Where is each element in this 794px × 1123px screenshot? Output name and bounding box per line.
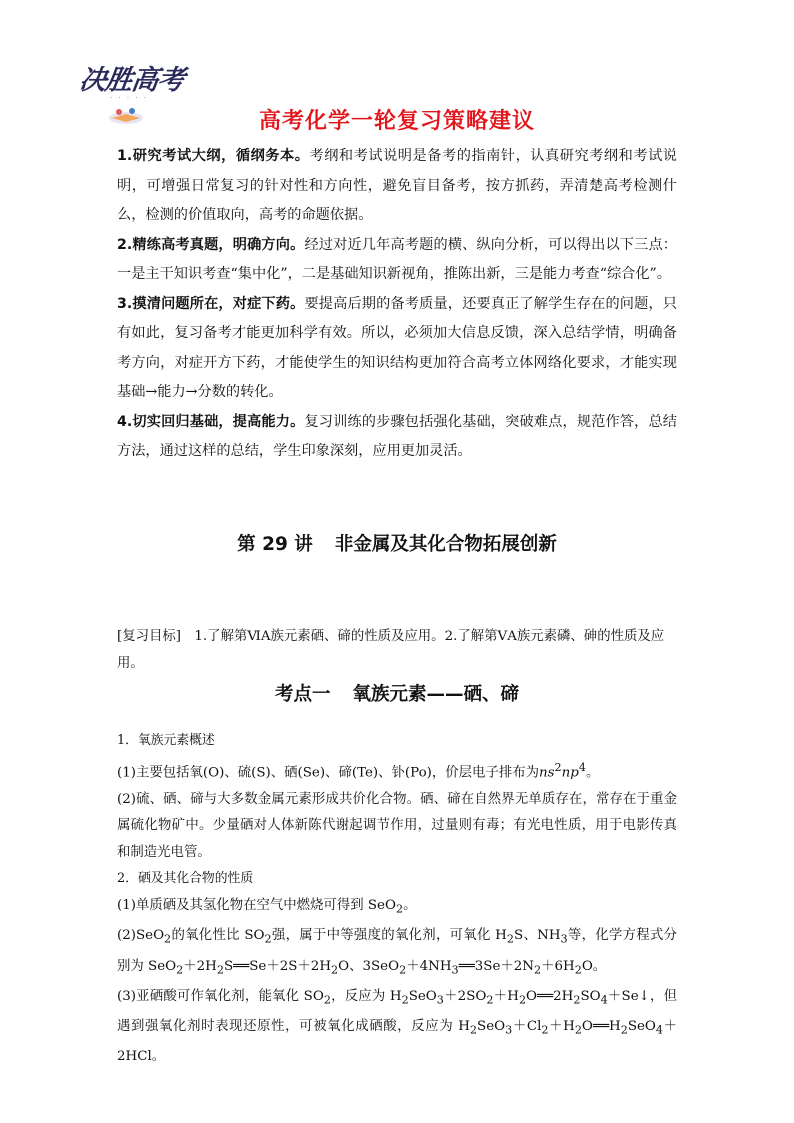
subscript: 2 xyxy=(401,993,409,1007)
text: SeO xyxy=(408,988,437,1004)
text: S、NH xyxy=(513,928,561,944)
goals-text: 1.了解第ⅥA族元素硒、碲的性质及应用。2.了解第ⅤA族元素磷、砷的性质及应用。 xyxy=(117,629,665,671)
strategy-item-head: 2.精练高考真题，明确方向。 xyxy=(117,236,305,253)
text: ＋2SO xyxy=(443,988,487,1004)
text: ＋H xyxy=(548,1019,575,1035)
subscript: 2 xyxy=(216,963,224,977)
text: (1)主要包括氧(O)、硫(S)、硒(Se)、碲(Te)、钋(Po)，价层电子排布为 xyxy=(117,765,540,781)
text: S══Se＋2S＋2H xyxy=(223,958,332,974)
subscript: 3 xyxy=(451,963,459,977)
subscript: 2 xyxy=(620,1023,628,1037)
kaodian-title xyxy=(0,680,794,706)
subscript: 2 xyxy=(469,1023,478,1037)
text: ＋6H xyxy=(541,958,575,974)
content-section xyxy=(117,728,677,1071)
text: ns xyxy=(539,765,555,781)
subscript: 2 xyxy=(574,1023,582,1037)
strategy-item-1 xyxy=(117,142,677,231)
text: SeO xyxy=(627,1019,656,1035)
subscript: 4 xyxy=(655,1023,663,1037)
strategy-item-body: 经过对近几年高考题的横、纵向分析，可以得出以下三点：一是主干知识考查“集中化”，二是基础知识新视角，推陈出新，三是能力考查“综合化”。 xyxy=(117,236,677,282)
lecture-name: 非金属及其化合物拓展创新 xyxy=(334,534,557,555)
subscript: 2 xyxy=(323,993,331,1007)
text: ＋2HCl。 xyxy=(117,1019,678,1065)
kaodian-name: 氧族元素——硒、碲 xyxy=(352,684,520,705)
text: 强，属于中等强度的氧化剂，可氧化 H xyxy=(271,928,507,944)
text: (2)SeO xyxy=(117,928,165,944)
section-heading-1: 1．氧族元素概述 xyxy=(117,733,215,748)
superscript: 4 xyxy=(578,760,586,774)
text: O══2H xyxy=(526,988,574,1004)
paragraph-5 xyxy=(117,984,677,1071)
text: SO xyxy=(580,988,601,1004)
subscript: 3 xyxy=(436,993,444,1007)
text: ＋Se↓，但遇到强氧化剂时表现还原性，可被氧化成硒酸，反应为 H xyxy=(117,988,678,1035)
strategy-item-head: 4.切实回归基础，提高能力。 xyxy=(117,413,305,430)
subscript: 2 xyxy=(534,963,542,977)
paragraph-1 xyxy=(117,755,677,787)
subscript: 2 xyxy=(164,932,172,946)
text: SeO xyxy=(477,1019,506,1035)
goals-label: [复习目标] xyxy=(117,629,182,644)
subscript: 2 xyxy=(506,932,514,946)
subscript: 2 xyxy=(518,993,527,1007)
text: ＋H xyxy=(493,988,519,1004)
text: ＋Cl xyxy=(512,1019,542,1035)
subscript: 2 xyxy=(399,963,407,977)
strategy-title: 高考化学一轮复习策略建议 xyxy=(258,109,535,134)
strategy-item-head: 3.摸清问题所在，对症下药。 xyxy=(117,295,305,312)
subscript: 3 xyxy=(505,1023,513,1037)
section-heading-2: 2．硒及其化合物的性质 xyxy=(117,871,254,887)
subscript: 2 xyxy=(541,1023,549,1037)
text: ══3Se＋2N xyxy=(458,958,534,974)
text: np xyxy=(561,765,579,781)
text: O、3SeO xyxy=(338,958,400,974)
subscript: 2 xyxy=(395,902,404,916)
strategy-item-head: 1.研究考试大纲，循纲务本。 xyxy=(117,148,310,164)
text: 。 xyxy=(585,765,600,781)
strategy-item-3 xyxy=(117,290,677,408)
strategy-item-body: 考纲和考试说明是备考的指南针，认真研究考纲和考试说明，可增强日常复习的针对性和方向性，避免盲目备考，按方抓药，弄清楚高考检测什么，检测的价值取向，高考的命题依据。 xyxy=(117,148,677,223)
subscript: 2 xyxy=(573,993,581,1007)
subscript: 2 xyxy=(331,963,339,977)
subscript: 4 xyxy=(600,993,608,1007)
strategy-item-body: 要提高后期的备考质量，还要真正了解学生存在的问题，只有如此，复习备考才能更加科学有效。所以，必须加大信息反馈，深入总结学情，明确备考方向，对症开方下药，才能使学生的知识结构更加符合高考立体网络化要求，才能实现基础→能力→分数的转化。 xyxy=(117,295,677,400)
text: ＋2H xyxy=(183,958,217,974)
text: O。 xyxy=(581,958,607,974)
subscript: 2 xyxy=(486,993,494,1007)
strategy-item-2 xyxy=(117,231,677,290)
review-goals xyxy=(117,623,677,677)
logo-subtext: · · · · · xyxy=(110,94,149,102)
text: 。 xyxy=(403,898,417,914)
text: ，反应为 H xyxy=(330,988,402,1004)
paragraph-4 xyxy=(117,923,677,984)
subscript: 2 xyxy=(574,963,582,977)
text: 等，化学方程式分别为 SeO xyxy=(117,928,678,974)
kaodian-number: 考点一 xyxy=(274,684,331,705)
logo-text: 决胜高考 xyxy=(77,65,186,96)
text: (1)单质硒及其氢化物在空气中燃烧可得到 SeO xyxy=(117,898,396,914)
text: O══H xyxy=(581,1019,621,1035)
paragraph-2: (2)硫、硒、碲与大多数金属元素形成共价化合物。硒、碲在自然界无单质存在，常存在于重金属硫化物矿中。少量硒对人体新陈代谢起调节作用，过量则有毒；有光电性质，用于电影传真和制造光电管。 xyxy=(117,791,677,860)
text: (3)亚硒酸可作氧化剂，能氧化 SO xyxy=(117,988,324,1004)
lecture-title xyxy=(0,530,794,556)
strategy-item-4 xyxy=(117,408,677,467)
superscript: 2 xyxy=(554,760,562,774)
strategy-item-body: 复习训练的步骤包括强化基础，突破难点，规范作答，总结方法，通过这样的总结，学生印象深刻，应用更加灵活。 xyxy=(117,413,677,459)
subscript: 3 xyxy=(560,932,568,946)
text: ＋4NH xyxy=(406,958,452,974)
subscript: 2 xyxy=(264,932,272,946)
lecture-number: 第 29 讲 xyxy=(237,534,313,555)
strategy-section xyxy=(117,142,677,467)
subscript: 2 xyxy=(176,963,184,977)
paragraph-3 xyxy=(117,893,677,923)
text: 的氧化性比 SO xyxy=(171,928,265,944)
